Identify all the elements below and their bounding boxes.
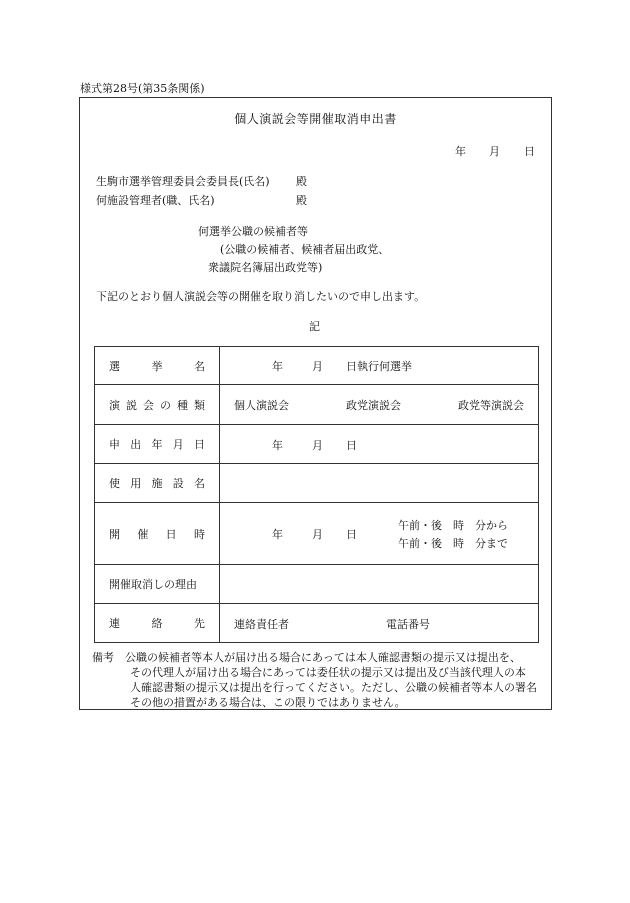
addressee-committee: 生駒市選挙管理委員会委員長(氏名) xyxy=(96,175,270,188)
label-election-name xyxy=(95,347,220,385)
label-char: 用 xyxy=(130,477,142,490)
table-row-facility xyxy=(95,464,539,503)
application-day: 日 xyxy=(346,439,357,452)
ki-mark: 記 xyxy=(309,320,320,333)
label-char: 年 xyxy=(151,438,163,451)
date-year: 年 xyxy=(455,145,466,158)
label-char: 日 xyxy=(165,527,177,541)
form-number: 様式第28号(第35条関係) xyxy=(80,82,205,95)
date-day: 日 xyxy=(524,145,535,158)
label-char: 催 xyxy=(137,527,149,541)
label-cancel-reason xyxy=(95,565,220,604)
option-individual-meeting[interactable]: 個人演説会 xyxy=(234,399,289,412)
option-party-meeting[interactable]: 政党演説会 xyxy=(346,399,401,412)
value-datetime[interactable] xyxy=(220,503,539,565)
contact-person: 連絡責任者 xyxy=(234,618,289,631)
remarks-line3: 人確認書類の提示又は提出を行ってください。ただし、公職の候補者等本人の署名 xyxy=(130,681,537,694)
label-char: 連 xyxy=(109,617,120,630)
meeting-time-to: 午前・後 時 分まで xyxy=(398,537,508,550)
label-char: 説 xyxy=(126,398,137,412)
value-contact[interactable] xyxy=(220,604,539,643)
remarks-head: 備考 xyxy=(92,651,114,664)
remarks-line4: その他の措置がある場合は、この限りではありません。 xyxy=(130,696,406,709)
label-char: の xyxy=(160,398,171,412)
remarks-line2: その代理人が届け出る場合にあっては委任状の提示又は提出及び当該代理人の本 xyxy=(130,666,526,679)
label-char: 先 xyxy=(194,617,205,630)
label-char: 挙 xyxy=(151,359,163,373)
option-party-etc-meeting[interactable]: 政党等演説会 xyxy=(458,399,524,412)
table-row-contact xyxy=(95,604,539,643)
label-char: 選 xyxy=(109,359,120,373)
table-row-election xyxy=(95,347,539,385)
applicant-line2: (公職の候補者、候補者届出政党、 xyxy=(220,243,390,256)
value-meeting-type[interactable] xyxy=(220,385,539,425)
table-row-reason xyxy=(95,565,539,604)
label-char: 設 xyxy=(172,477,184,490)
form-frame xyxy=(79,97,552,710)
election-year: 年 xyxy=(272,360,283,373)
remarks-line1: 公職の候補者等本人が届け出る場合にあっては本人確認書類の提示又は提出を、 xyxy=(125,651,521,664)
label-facility-name xyxy=(95,464,220,503)
meeting-month: 月 xyxy=(312,528,323,541)
applicant-line1: 何選挙公職の候補者等 xyxy=(198,225,308,238)
addressee-facility-honorific: 殿 xyxy=(296,194,307,207)
application-month: 月 xyxy=(312,439,323,452)
label-char: 施 xyxy=(151,477,163,490)
label-char: 演 xyxy=(109,398,120,412)
label-char: 絡 xyxy=(151,617,163,630)
label-contact xyxy=(95,604,220,643)
application-year: 年 xyxy=(272,439,283,452)
label-cancel-reason-text: 開催取消しの理由 xyxy=(109,578,197,591)
document-title: 個人演説会等開催取消申出書 xyxy=(234,112,397,126)
value-election-name[interactable] xyxy=(220,347,539,385)
label-application-date xyxy=(95,425,220,464)
label-char: 出 xyxy=(130,438,142,451)
label-char: 開 xyxy=(109,527,120,541)
label-meeting-type xyxy=(95,385,220,425)
label-char: 会 xyxy=(143,398,154,412)
addressee-facility: 何施設管理者(職、氏名) xyxy=(96,194,215,207)
table-row-application-date xyxy=(95,425,539,464)
label-char: 名 xyxy=(194,359,205,373)
statement: 下記のとおり個人演説会等の開催を取り消したいので申し出ます。 xyxy=(96,290,426,303)
table-row-datetime xyxy=(95,503,539,565)
label-char: 種 xyxy=(177,398,188,412)
table-row-meeting-type xyxy=(95,385,539,425)
value-application-date[interactable] xyxy=(220,425,539,464)
label-char: 使 xyxy=(109,477,120,490)
meeting-day: 日 xyxy=(346,528,357,541)
label-char: 名 xyxy=(194,477,205,490)
label-char: 申 xyxy=(109,438,120,451)
application-table xyxy=(94,346,539,643)
label-char: 月 xyxy=(172,438,184,451)
addressee-committee-honorific: 殿 xyxy=(296,175,307,188)
label-datetime xyxy=(95,503,220,565)
phone-number: 電話番号 xyxy=(386,618,430,631)
label-char: 時 xyxy=(193,527,205,541)
election-day-tail: 日執行何選挙 xyxy=(346,360,412,373)
applicant-line3: 衆議院名簿届出政党等) xyxy=(208,261,323,274)
meeting-year: 年 xyxy=(272,528,283,541)
value-cancel-reason[interactable] xyxy=(220,565,539,604)
meeting-time-from: 午前・後 時 分から xyxy=(398,519,508,532)
label-char: 日 xyxy=(194,438,205,451)
remarks xyxy=(92,650,540,710)
label-char: 類 xyxy=(194,398,205,412)
date-month: 月 xyxy=(489,145,500,158)
value-facility-name[interactable] xyxy=(220,464,539,503)
election-month: 月 xyxy=(312,360,323,373)
